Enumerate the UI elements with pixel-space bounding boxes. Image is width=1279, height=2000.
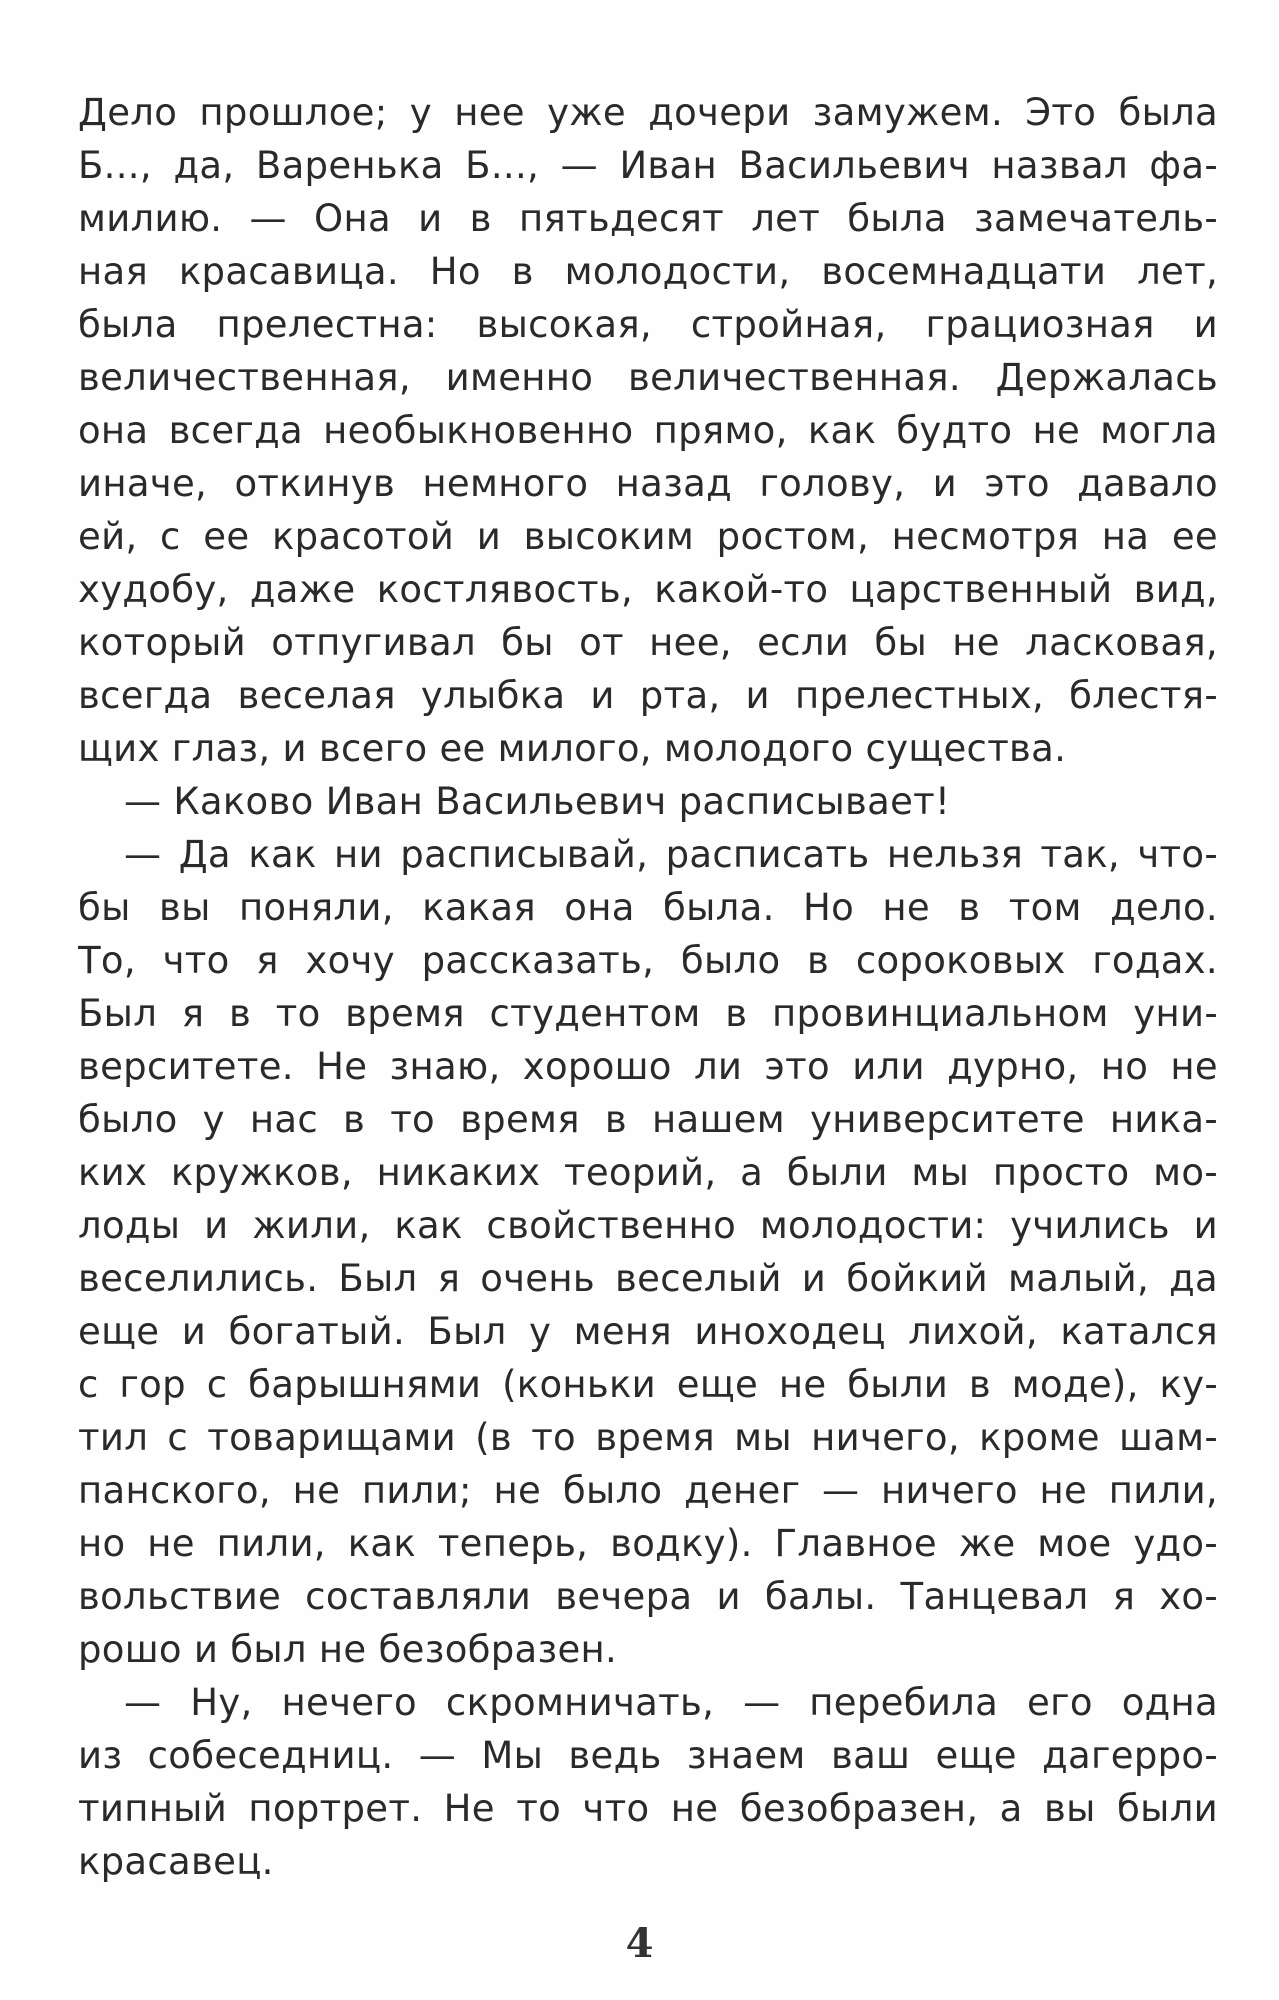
text-line: величественная, именно величественная. Держалась [78, 356, 1218, 399]
text-line: ей, с ее красотой и высоким ростом, несмотря на ее [78, 515, 1218, 558]
text-line: милию. — Она и в пятьдесят лет была замечатель- [78, 197, 1218, 240]
text-line: бы вы поняли, какая она была. Но не в том дело. [78, 886, 1218, 929]
text-line: была прелестна: высокая, стройная, грациозная и [78, 303, 1218, 346]
text-line: То, что я хочу рассказать, было в сороковых годах. [78, 939, 1218, 982]
text-line: панского, не пили; не было денег — ничего не пили, [78, 1469, 1218, 1512]
text-line: — Ну, нечего скромничать, — перебила его одна [124, 1681, 1218, 1724]
text-line: она всегда необыкновенно прямо, как будто не могла [78, 409, 1218, 452]
text-line: вольствие составляли вечера и балы. Танцевал я хо- [78, 1575, 1218, 1618]
text-line: щих глаз, и всего ее милого, молодого существа. [78, 727, 1067, 770]
text-line: но не пили, как теперь, водку). Главное же мое удо- [78, 1522, 1218, 1565]
text-line: тил с товарищами (в то время мы ничего, кроме шам- [78, 1416, 1218, 1459]
text-line: красавец. [78, 1840, 274, 1883]
text-line: — Да как ни расписывай, расписать нельзя так, что- [124, 833, 1218, 876]
text-line: типный портрет. Не то что не безобразен, а вы были [78, 1787, 1218, 1830]
text-line: Б..., да, Варенька Б..., — Иван Васильевич назвал фа- [78, 144, 1218, 187]
text-line: из собеседниц. — Мы ведь знаем ваш еще дагерро- [78, 1734, 1218, 1777]
text-line: который отпугивал бы от нее, если бы не ласковая, [78, 621, 1218, 664]
text-line: Был я в то время студентом в провинциальном уни- [78, 992, 1218, 1035]
text-line: рошо и был не безобразен. [78, 1628, 618, 1671]
text-line: иначе, откинув немного назад голову, и это давало [78, 462, 1218, 505]
text-line: с гор с барышнями (коньки еще не были в моде), ку- [78, 1363, 1218, 1406]
text-line: — Каково Иван Васильевич расписывает! [124, 780, 951, 823]
text-line: веселились. Был я очень веселый и бойкий малый, да [78, 1257, 1218, 1300]
text-line: худобу, даже костлявость, какой-то царственный вид, [78, 568, 1218, 611]
page-number: 4 [625, 1920, 654, 1967]
text-line: ная красавица. Но в молодости, восемнадцати лет, [78, 250, 1218, 293]
body-text [78, 86, 1218, 1888]
text-line: верситете. Не знаю, хорошо ли это или дурно, но не [78, 1045, 1218, 1088]
text-line: было у нас в то время в нашем университете ника- [78, 1098, 1218, 1141]
text-line: ких кружков, никаких теорий, а были мы просто мо- [78, 1151, 1218, 1194]
text-line: Дело прошлое; у нее уже дочери замужем. Это была [78, 91, 1218, 134]
text-line: еще и богатый. Был у меня иноходец лихой, катался [78, 1310, 1218, 1353]
text-line: лоды и жили, как свойственно молодости: учились и [78, 1204, 1218, 1247]
text-line: всегда веселая улыбка и рта, и прелестных, блестя- [78, 674, 1218, 717]
